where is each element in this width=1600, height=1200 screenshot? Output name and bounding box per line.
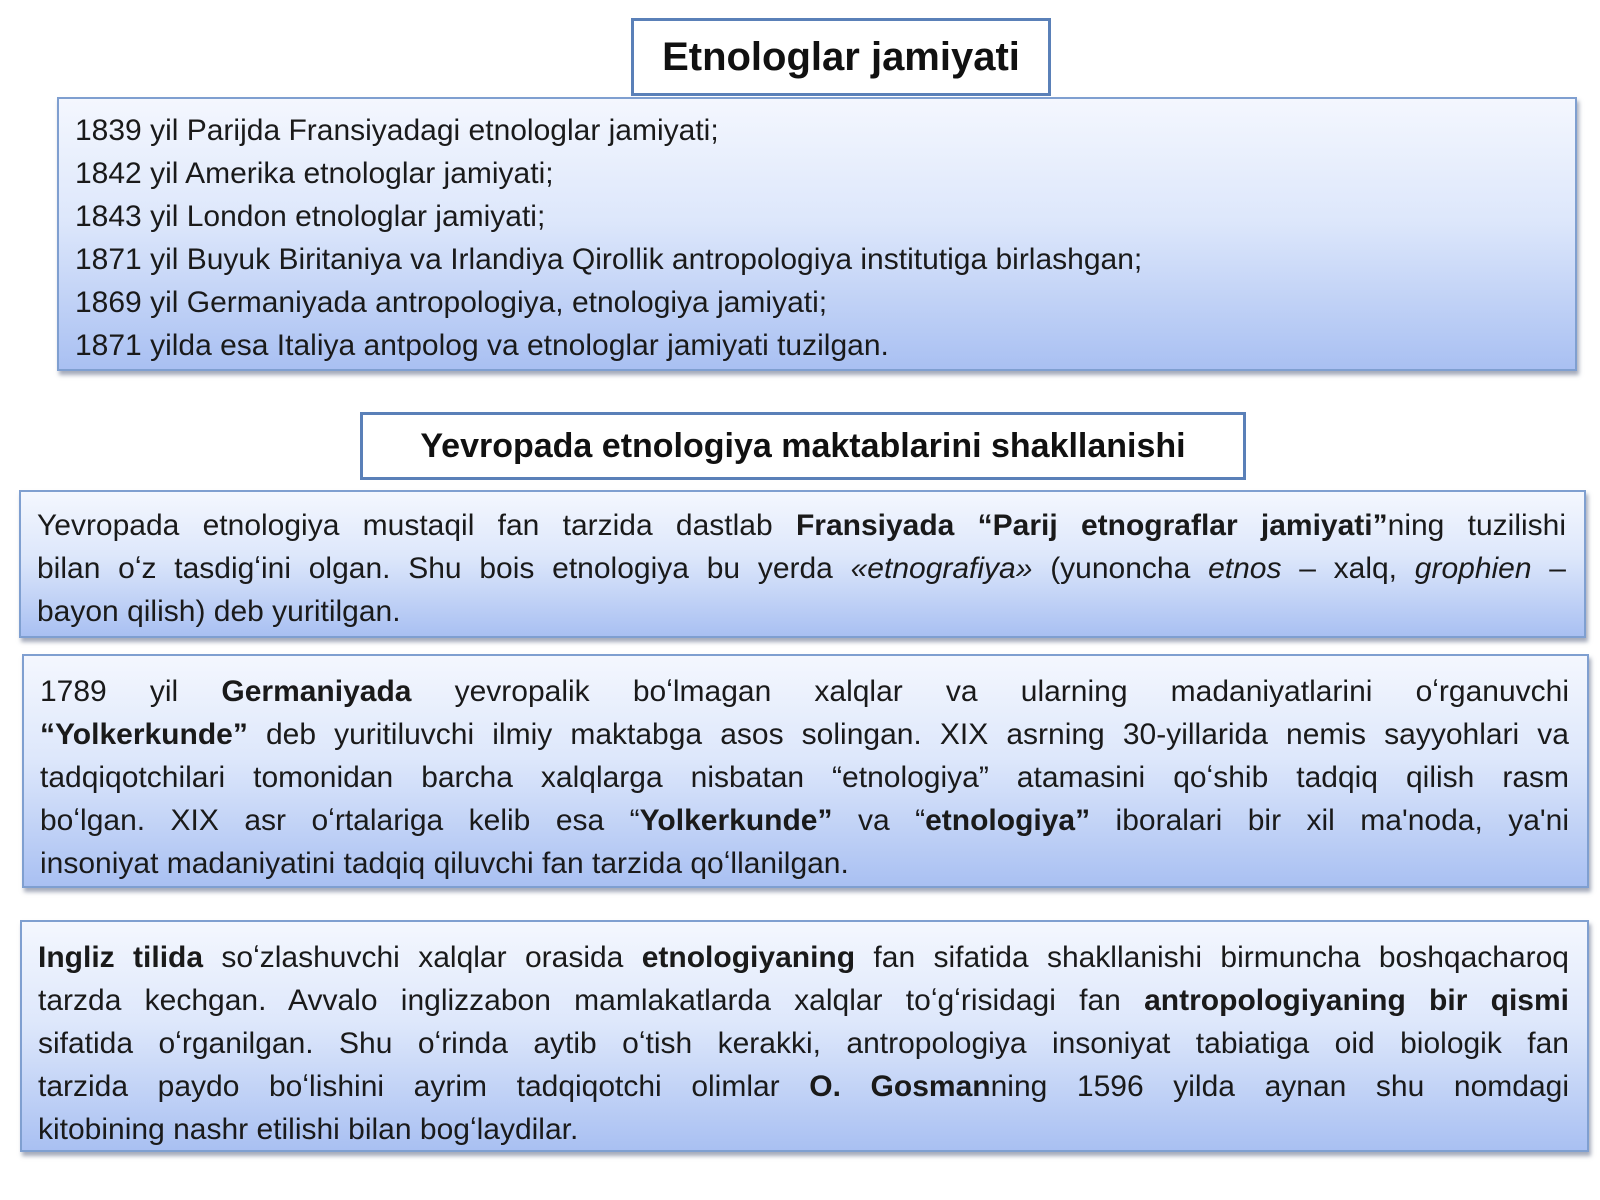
paragraph-line: Yevropada etnologiya mustaqil fan tarzida dastlab Fransiyada “Parij etnograflar jamiyati”ning tuzilishi xyxy=(37,509,1566,542)
list-item: 1871 yilda esa Italiya antpolog va etnologlar jamiyati tuzilgan. xyxy=(75,329,889,362)
section-title-etnologlar xyxy=(631,18,1051,96)
paragraph-line: boʻlgan. XIX asr oʻrtalariga kelib esa “Yolkerkunde” va “etnologiya” iboralari bir xil ma'noda, ya'ni xyxy=(40,804,1569,837)
list-item: 1869 yil Germaniyada antropologiya, etnologiya jamiyati; xyxy=(75,286,828,319)
paragraph-line: tarzida paydo boʻlishini ayrim tadqiqotchi olimlar O. Gosmanning 1596 yilda aynan shu nomdagi xyxy=(38,1070,1569,1103)
paragraph-line: Ingliz tilida soʻzlashuvchi xalqlar orasida etnologiyaning fan sifatida shakllanishi birmuncha boshqacharoq xyxy=(38,941,1569,974)
list-item: 1842 yil Amerika etnologlar jamiyati; xyxy=(75,157,554,190)
germany-paragraph-panel xyxy=(22,654,1589,888)
paragraph-line: bilan oʻz tasdigʻini olgan. Shu bois etnologiya bu yerda «etnografiya» (yunoncha etnos – xalq, grophien – xyxy=(37,552,1566,585)
section-title-text: Yevropada etnologiya maktablarini shakllanishi xyxy=(420,426,1186,465)
paragraph-line: tadqiqotchilari tomonidan barcha xalqlarga nisbatan “etnologiya” atamasini qoʻshib tadqiq qilish rasm xyxy=(40,761,1569,794)
paragraph-line: “Yolkerkunde” deb yuritiluvchi ilmiy maktabga asos solingan. XIX asrning 30-yillarida nemis sayyohlari va xyxy=(40,718,1569,751)
paragraph-line: kitobining nashr etilishi bilan bogʻlaydilar. xyxy=(38,1113,579,1146)
section-title-yevropada xyxy=(360,412,1246,480)
list-item: 1871 yil Buyuk Biritaniya va Irlandiya Qirollik antropologiya institutiga birlashgan; xyxy=(75,243,1143,276)
section-title-text: Etnologlar jamiyati xyxy=(662,34,1020,79)
list-item: 1843 yil London etnologlar jamiyati; xyxy=(75,200,546,233)
paragraph-line: sifatida oʻrganilgan. Shu oʻrinda aytib oʻtish kerakki, antropologiya insoniyat tabiatiga oid biologik fan xyxy=(38,1027,1569,1060)
list-item: 1839 yil Parijda Fransiyadagi etnologlar jamiyati; xyxy=(75,114,719,147)
societies-list-panel xyxy=(57,97,1577,371)
english-paragraph-panel xyxy=(20,920,1589,1152)
paragraph-line: tarzda kechgan. Avvalo inglizzabon mamlakatlarda xalqlar toʻgʻrisidagi fan antropologiyaning bir qismi xyxy=(38,984,1569,1017)
paragraph-line: insoniyat madaniyatini tadqiq qiluvchi fan tarzida qoʻllanilgan. xyxy=(40,847,849,880)
paragraph-line: bayon qilish) deb yuritilgan. xyxy=(37,595,401,628)
paragraph-line: 1789 yil Germaniyada yevropalik boʻlmagan xalqlar va ularning madaniyatlarini oʻrganuvchi xyxy=(40,675,1569,708)
france-paragraph-panel xyxy=(19,490,1586,638)
